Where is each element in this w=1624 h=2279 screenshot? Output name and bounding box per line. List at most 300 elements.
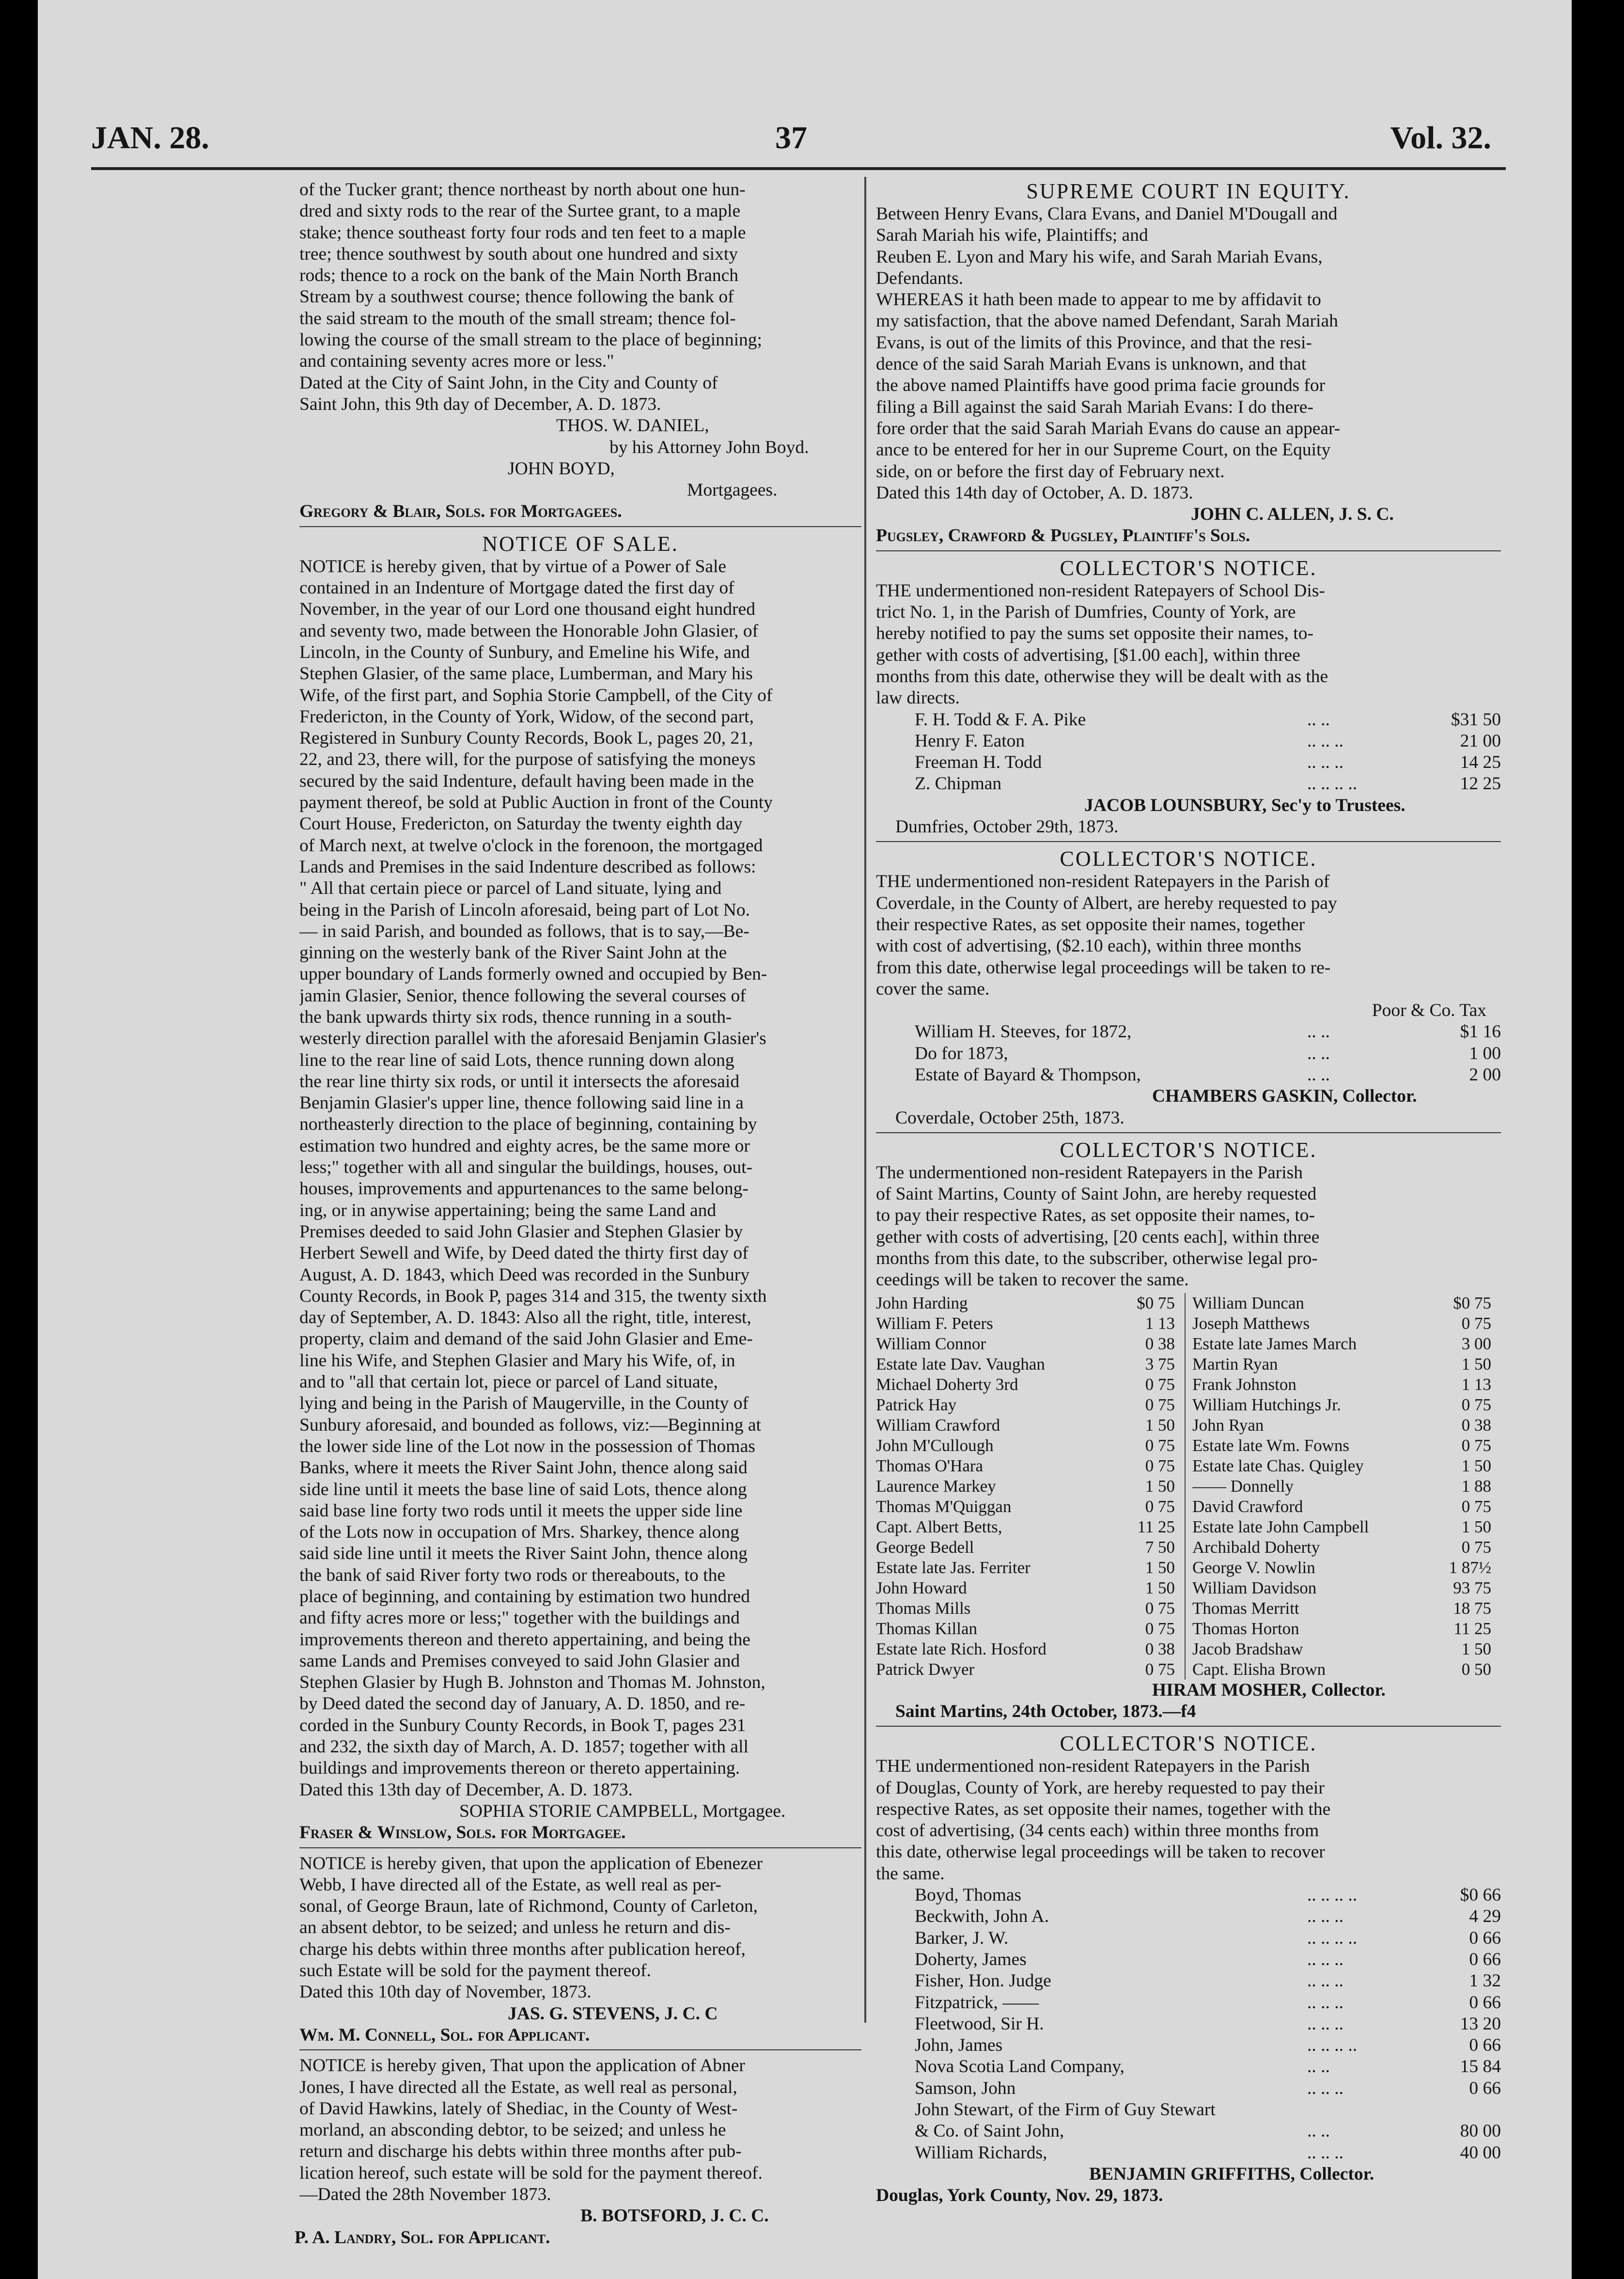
text-line: the bank upwards thirty six rods, thence running in a south- (299, 1007, 732, 1027)
ratepayer-name: John Ryan (1192, 1415, 1264, 1435)
text-line: ceedings will be taken to recover the same. (876, 1270, 1189, 1290)
ratepayer-name: Beckwith, John A. (915, 1906, 1049, 1927)
text-line: months from this date, otherwise they will be dealt with as the (876, 666, 1328, 687)
text-line: their respective Rates, as set opposite their names, together (876, 914, 1305, 935)
text-line: payment thereof, be sold at Public Auction in front of the County (299, 793, 773, 813)
text-line: —Dated the 28th November 1873. (299, 2185, 551, 2205)
leader-dots: .. .. (1307, 2121, 1330, 2141)
text-line: of the Tucker grant; thence northeast by north about one hun- (299, 180, 746, 200)
text-line: dence of the said Sarah Mariah Evans is unknown, and that (876, 354, 1307, 375)
grant-signature-2: JOHN BOYD, (508, 458, 615, 479)
rate-amount: 0 66 (1469, 2078, 1501, 2098)
text-line: rods; thence to a rock on the bank of the Main North Branch (299, 265, 738, 286)
collector-notice-saint-martins (876, 1138, 1501, 1722)
ratepayer-name: Nova Scotia Land Company, (915, 2057, 1124, 2077)
rate-amount: 1 87½ (1449, 1558, 1491, 1577)
jones-solicitor: P. A. Landry, Sol. for Applicant. (295, 2227, 550, 2248)
text-line: and seventy two, made between the Honorable John Glasier, of (299, 621, 759, 641)
text-line: improvements thereon and thereto appertaining, and being the (299, 1629, 750, 1650)
equity-solicitors: Pugsley, Crawford & Pugsley, Plaintiff's Sols. (876, 526, 1250, 546)
leader-dots: .. .. .. .. (1307, 1885, 1358, 1905)
divider (876, 1726, 1501, 1727)
text-line: such Estate will be sold for the payment thereof. (299, 1961, 651, 1981)
text-line: — in said Parish, and bounded as follows, that is to say,—Be- (299, 921, 750, 941)
text-line: by Deed dated the second day of January, A. D. 1850, and re- (299, 1694, 746, 1714)
text-line: lication hereof, such estate will be sold for the payment thereof. (299, 2163, 763, 2183)
rate-amount: 80 00 (1460, 2121, 1501, 2141)
rate-row (876, 1517, 1185, 1537)
rate-row (876, 1313, 1185, 1334)
collector-notice-douglas (876, 1732, 1501, 2206)
ratepayer-name: Do for 1873, (915, 1043, 1008, 1063)
rate-row (1192, 1415, 1501, 1436)
text-line: THE undermentioned non-resident Ratepayers of School Dis- (876, 580, 1325, 601)
text-line: of Saint Martins, County of Saint John, are hereby requested (876, 1184, 1317, 1204)
rate-amount: 0 75 (1145, 1456, 1175, 1475)
ratepayer-name: Estate late John Campbell (1192, 1517, 1369, 1536)
rate-row (876, 2142, 1501, 2164)
rate-row (876, 1992, 1501, 2014)
leader-dots: .. .. .. (1307, 2142, 1343, 2163)
text-line: said base line forty two rods until it meets the upper side line (299, 1500, 743, 1521)
text-line: THE undermentioned non-resident Ratepayers in the Parish (876, 1756, 1310, 1777)
ratepayer-name: Estate late James March (1192, 1334, 1357, 1353)
ratepayer-name: Estate late Chas. Quigley (1192, 1456, 1364, 1475)
sale-solicitors: Fraser & Winslow, Sols. for Mortgagee. (299, 1823, 626, 1843)
text-line: The undermentioned non-resident Ratepayers in the Parish (876, 1162, 1303, 1183)
collector-notice-title: COLLECTOR'S NOTICE. (1060, 1138, 1317, 1162)
leader-dots: .. .. (1307, 709, 1330, 730)
rate-row (876, 1436, 1185, 1456)
leader-dots: .. .. (1307, 1022, 1330, 1042)
rate-amount: 0 75 (1145, 1598, 1175, 1618)
grant-signature: THOS. W. DANIEL, (556, 416, 709, 436)
text-line: Lands and Premises in the said Indenture described as follows: (299, 857, 756, 877)
text-line: Dated this 14th day of October, A. D. 1873. (876, 483, 1193, 503)
collector-notice-title: COLLECTOR'S NOTICE. (1060, 1732, 1317, 1756)
text-line: months from this date, to the subscriber, otherwise legal pro- (876, 1249, 1318, 1269)
grant-mortgagees: Mortgagees. (687, 480, 778, 500)
rate-row (1192, 1659, 1501, 1680)
equity-signature: JOHN C. ALLEN, J. S. C. (1191, 504, 1394, 525)
text-line: of Douglas, County of York, are hereby requested to pay their (876, 1778, 1325, 1798)
rate-amount: 1 00 (1469, 1043, 1501, 1063)
webb-signature: JAS. G. STEVENS, J. C. C (508, 2003, 718, 2024)
text-line: law directs. (876, 688, 960, 708)
rate-amount: 15 84 (1460, 2057, 1501, 2077)
leader-dots (1307, 2099, 1433, 2121)
issue-date: JAN. 28. (91, 120, 209, 156)
rate-table (876, 1021, 1501, 1086)
rate-row (876, 1598, 1185, 1619)
rate-amount: 1 50 (1461, 1517, 1491, 1536)
text-line: ance to be entered for her in our Supreme Court, on the Equity (876, 440, 1331, 460)
text-line: the rear line thirty six rods, or until it intersects the aforesaid (299, 1071, 740, 1092)
collector-date: Saint Martins, 24th October, 1873.—f4 (895, 1701, 1196, 1721)
rate-amount: 0 75 (1145, 1659, 1175, 1679)
text-line: property, claim and demand of the said John Glasier and Eme- (299, 1329, 753, 1349)
rate-row (1192, 1476, 1501, 1497)
rate-amount: 1 50 (1461, 1456, 1491, 1475)
rate-row (876, 1354, 1185, 1374)
rate-row (876, 2099, 1501, 2121)
rate-row (876, 1497, 1185, 1517)
ratepayer-name: F. H. Todd & F. A. Pike (915, 709, 1086, 730)
text-line: Herbert Sewell and Wife, by Deed dated the thirty first day of (299, 1243, 749, 1264)
text-line: Dated this 10th day of November, 1873. (299, 1982, 592, 2002)
leader-dots: .. .. .. (1307, 1971, 1343, 1991)
rate-amount: 12 25 (1460, 774, 1501, 794)
rate-row (876, 1970, 1501, 1992)
equity-title: SUPREME COURT IN EQUITY. (1026, 179, 1351, 203)
ratepayer-name: Barker, J. W. (915, 1928, 1009, 1948)
rate-amount: 0 75 (1461, 1537, 1491, 1557)
rate-row (876, 1334, 1185, 1354)
leader-dots: .. .. .. (1307, 731, 1343, 751)
equity-notice-text (876, 203, 1501, 504)
rate-row (1192, 1293, 1501, 1313)
rate-row (876, 2014, 1501, 2035)
ratepayer-name: Freeman H. Todd (915, 752, 1042, 773)
rate-table-left (876, 1293, 1186, 1680)
ratepayer-name: Boyd, Thomas (915, 1885, 1022, 1905)
ratepayer-name: William H. Steeves, for 1872, (915, 1022, 1132, 1042)
rate-amount: 0 66 (1469, 1928, 1501, 1948)
leader-dots: .. .. .. (1307, 2014, 1343, 2034)
ratepayer-name: William Crawford (876, 1415, 1000, 1435)
text-line: day of September, A. D. 1843: Also all the right, title, interest, (299, 1308, 751, 1328)
text-line: ginning on the westerly bank of the River Saint John at the (299, 943, 727, 963)
rate-row (876, 1293, 1185, 1313)
rate-amount: $0 75 (1137, 1293, 1175, 1312)
rate-amount: 93 75 (1453, 1578, 1491, 1597)
collector-notice-text (876, 580, 1501, 709)
text-line: the above named Plaintiffs have good prima facie grounds for (876, 375, 1326, 396)
rate-table (876, 1885, 1501, 2164)
rate-row (876, 1043, 1501, 1064)
rate-amount: 1 50 (1145, 1415, 1175, 1435)
ratepayer-name: Patrick Dwyer (876, 1659, 975, 1679)
rate-amount: 0 66 (1469, 1992, 1501, 2013)
ratepayer-name: Joseph Matthews (1192, 1313, 1310, 1333)
text-line: cover the same. (876, 979, 990, 999)
rate-amount: 0 38 (1145, 1639, 1175, 1658)
rate-row (876, 1659, 1185, 1680)
ratepayer-name: & Co. of Saint John, (915, 2121, 1064, 2141)
text-line: to pay their respective Rates, as set opposite their names, to- (876, 1205, 1315, 1226)
rate-amount: 0 66 (1469, 2035, 1501, 2056)
rate-amount: 7 50 (1145, 1537, 1175, 1557)
text-line: of David Hawkins, lately of Shediac, in the County of West- (299, 2098, 738, 2119)
rate-amount: 2 00 (1469, 1064, 1501, 1085)
text-line: Fredericton, in the County of York, Widow, of the second part, (299, 706, 754, 727)
notice-of-sale (299, 532, 861, 1844)
rate-row (876, 1374, 1185, 1395)
rate-row (876, 1906, 1501, 1927)
text-line: lying and being in the Parish of Maugerville, in the County of (299, 1393, 749, 1414)
text-line: of March next, at twelve o'clock in the forenoon, the mortgaged (299, 835, 763, 856)
ratepayer-name: Thomas M'Quiggan (876, 1497, 1012, 1516)
leader-dots: .. .. .. .. (1307, 1928, 1358, 1948)
ratepayer-name: Fitzpatrick, —— (915, 1992, 1039, 2013)
text-line: northeasterly direction to the place of beginning, containing by (299, 1114, 757, 1135)
text-line: and containing seventy acres more or less." (299, 351, 614, 372)
text-line: August, A. D. 1843, which Deed was recorded in the Sunbury (299, 1264, 750, 1285)
collector-signature: CHAMBERS GASKIN, Collector. (1152, 1086, 1417, 1107)
rate-row (876, 1064, 1501, 1086)
ratepayer-name: Archibald Doherty (1192, 1537, 1320, 1557)
leader-dots: .. .. (1307, 1064, 1330, 1085)
text-line: Premises deeded to said John Glasier and Stephen Glasier by (299, 1221, 743, 1242)
rate-table-right (1186, 1293, 1501, 1680)
rate-row (876, 1456, 1185, 1476)
ratepayer-name: Fleetwood, Sir H. (915, 2014, 1044, 2034)
ratepayer-name: Thomas Horton (1192, 1619, 1299, 1638)
webb-solicitor: Wm. M. Connell, Sol. for Applicant. (299, 2025, 590, 2045)
rate-amount: 11 25 (1137, 1517, 1175, 1536)
ratepayer-name: George V. Nowlin (1192, 1558, 1315, 1577)
rate-amount: 1 50 (1461, 1639, 1491, 1658)
ratepayer-name: Martin Ryan (1192, 1354, 1278, 1374)
collector-date: Douglas, York County, Nov. 29, 1873. (876, 2185, 1163, 2206)
text-line: Reuben E. Lyon and Mary his wife, and Sarah Mariah Evans, (876, 247, 1323, 267)
text-line: 22, and 23, there will, for the purpose of satisfying the moneys (299, 749, 756, 770)
leader-dots: .. .. (1307, 2057, 1330, 2077)
text-line: estimation two hundred and eighty acres, be the same more or (299, 1136, 750, 1156)
collector-signature: BENJAMIN GRIFFITHS, Collector. (1089, 2164, 1374, 2184)
text-line: stake; thence southeast forty four rods and ten feet to a maple (299, 222, 746, 243)
rate-amount: $0 75 (1453, 1293, 1491, 1312)
text-line: westerly direction parallel with the aforesaid Benjamin Glasier's (299, 1029, 766, 1049)
rate-amount: 3 00 (1461, 1334, 1491, 1353)
text-line: dred and sixty rods to the rear of the Surtee grant, to a maple (299, 201, 741, 221)
text-line: with cost of advertising, ($2.10 each), within three months (876, 936, 1301, 956)
text-line: Stephen Glasier by Hugh B. Johnston and Thomas M. Johnston, (299, 1672, 765, 1693)
ratepayer-name: Frank Johnston (1192, 1374, 1296, 1394)
divider (876, 841, 1501, 842)
divider (876, 550, 1501, 551)
rate-amount: 40 00 (1460, 2142, 1501, 2163)
text-line: this date, otherwise legal proceedings will be taken to recover (876, 1842, 1325, 1862)
ratepayer-name: David Crawford (1192, 1497, 1303, 1516)
rate-row (876, 1415, 1185, 1436)
rate-column-header: Poor & Co. Tax (1372, 1000, 1486, 1021)
ratepayer-name: William Hutchings Jr. (1192, 1395, 1341, 1414)
rate-row (1192, 1619, 1501, 1639)
text-line: line his Wife, and Stephen Glasier and Mary his Wife, of, in (299, 1350, 735, 1371)
text-line: respective Rates, as set opposite their names, together with the (876, 1799, 1331, 1819)
rate-amount: 18 75 (1453, 1598, 1491, 1618)
rate-row (876, 1639, 1185, 1659)
ratepayer-name: Estate of Bayard & Thompson, (915, 1064, 1141, 1085)
rate-amount: 1 13 (1461, 1374, 1491, 1394)
rate-amount: 0 50 (1461, 1659, 1491, 1679)
rate-amount: 0 38 (1145, 1334, 1175, 1353)
divider (299, 2049, 861, 2050)
leader-dots: .. .. .. (1307, 1949, 1343, 1969)
text-line: Stream by a southwest course; thence following the bank of (299, 287, 734, 307)
text-line: Registered in Sunbury County Records, Book L, pages 20, 21, (299, 728, 753, 749)
rate-amount: 0 75 (1461, 1395, 1491, 1414)
collector-notice-title: COLLECTOR'S NOTICE. (1060, 556, 1317, 580)
rate-row (1192, 1436, 1501, 1456)
ratepayer-name: John Stewart, of the Firm of Guy Stewart (915, 2100, 1216, 2120)
rate-row (1192, 1639, 1501, 1659)
grant-solicitors: Gregory & Blair, Sols. for Mortgagees. (299, 501, 622, 522)
rate-row (876, 1021, 1501, 1043)
rate-amount: 0 66 (1469, 1949, 1501, 1969)
rate-row (876, 752, 1501, 773)
ratepayer-name: John Harding (876, 1293, 968, 1312)
ratepayer-name: Thomas Merritt (1192, 1598, 1299, 1618)
text-line: November, in the year of our Lord one thousand eight hundred (299, 599, 755, 620)
left-column (295, 179, 861, 2248)
text-line: Benjamin Glasier's upper line, thence following said line in a (299, 1093, 744, 1113)
rate-table-two-column (876, 1293, 1501, 1680)
ratepayer-name: Samson, John (915, 2078, 1016, 2098)
rate-amount: 0 75 (1461, 1436, 1491, 1455)
text-line: Saint John, this 9th day of December, A. D. 1873. (299, 394, 661, 414)
leader-dots: .. .. .. (1307, 2078, 1343, 2098)
text-line: being in the Parish of Lincoln aforesaid, being part of Lot No. (299, 900, 750, 920)
text-line: the lower side line of the Lot now in the possession of Thomas (299, 1436, 755, 1456)
text-line: upper boundary of Lands formerly owned and occupied by Ben- (299, 964, 767, 984)
collector-notice-text (876, 1756, 1501, 1885)
page-header (91, 116, 1491, 170)
collector-signature: JACOB LOUNSBURY, Sec'y to Trustees. (1084, 795, 1405, 815)
equity-notice (876, 179, 1501, 547)
ratepayer-name: Thomas Killan (876, 1619, 977, 1638)
rate-row (876, 1476, 1185, 1497)
newspaper-page (38, 0, 1572, 2279)
ratepayer-name: Estate late Dav. Vaughan (876, 1354, 1045, 1374)
ratepayer-name: Fisher, Hon. Judge (915, 1971, 1051, 1991)
ratepayer-name: William Duncan (1192, 1293, 1304, 1312)
rate-amount: $31 50 (1451, 709, 1501, 730)
text-line: ing, or in anywise appertaining; being the same Land and (299, 1200, 717, 1220)
text-line: place of beginning, and containing by estimation two hundred (299, 1587, 750, 1607)
ratepayer-name: Thomas O'Hara (876, 1456, 984, 1475)
ratepayer-name: Estate late Wm. Fowns (1192, 1436, 1350, 1455)
rate-row (876, 1928, 1501, 1949)
right-column (876, 179, 1501, 2206)
rate-row (876, 1537, 1185, 1558)
text-line: morland, an absconding debtor, to be seized; and unless he (299, 2120, 726, 2140)
rate-amount: 11 25 (1453, 1619, 1491, 1638)
text-line: tree; thence southwest by south about one hundred and sixty (299, 244, 738, 264)
rate-row (876, 731, 1501, 752)
rate-amount: 1 88 (1461, 1476, 1491, 1496)
grant-notice (299, 179, 861, 523)
text-line: said side line until it meets the River Saint John, thence along (299, 1544, 748, 1564)
text-line: WHEREAS it hath been made to appear to me by affidavit to (876, 290, 1321, 310)
text-line: Banks, where it meets the River Saint John, thence along said (299, 1458, 748, 1478)
text-line: gether with costs of advertising, [$1.00 each], within three (876, 645, 1300, 665)
collector-date: Coverdale, October 25th, 1873. (895, 1108, 1124, 1128)
text-line: an absent debtor, to be seized; and unless he return and dis- (299, 1918, 731, 1938)
text-line: Court House, Fredericton, on Saturday the twenty eighth day (299, 814, 743, 834)
text-line: NOTICE is hereby given, That upon the application of Abner (299, 2056, 745, 2076)
ratepayer-name: Thomas Mills (876, 1598, 971, 1618)
leader-dots: .. .. .. (1307, 1906, 1343, 1927)
leader-dots: .. .. .. (1307, 1992, 1343, 2013)
rate-amount: $0 66 (1460, 1885, 1501, 1905)
text-line: Defendants. (876, 268, 964, 288)
text-line: Wife, of the first part, and Sophia Storie Campbell, of the City of (299, 685, 773, 705)
rate-amount: 0 38 (1461, 1415, 1491, 1435)
rate-row (876, 2035, 1501, 2056)
collector-notice-dumfries (876, 556, 1501, 838)
rate-amount: 1 50 (1461, 1354, 1491, 1374)
grant-attorney: by his Attorney John Boyd. (609, 437, 809, 457)
webb-notice-text (299, 1853, 861, 2003)
text-line: lowing the course of the small stream to the place of beginning; (299, 330, 762, 350)
ratepayer-name: William Richards, (915, 2142, 1047, 2163)
rate-amount: 0 75 (1145, 1497, 1175, 1516)
ratepayer-name: Jacob Bradshaw (1192, 1639, 1303, 1658)
text-line: fore order that the said Sarah Mariah Evans do cause an appear- (876, 418, 1341, 438)
ratepayer-name: Patrick Hay (876, 1395, 957, 1414)
text-line: NOTICE is hereby given, that by virtue of a Power of Sale (299, 556, 727, 577)
rate-amount: 1 50 (1145, 1578, 1175, 1597)
rate-amount: 0 75 (1461, 1313, 1491, 1333)
rate-row (1192, 1313, 1501, 1334)
ratepayer-name: Doherty, James (915, 1949, 1027, 1969)
text-line: from this date, otherwise legal proceedings will be taken to re- (876, 957, 1331, 978)
ratepayer-name: Laurence Markey (876, 1476, 996, 1496)
ratepayer-name: William Davidson (1192, 1578, 1317, 1597)
collector-notice-coverdale (876, 847, 1501, 1129)
rate-amount: 0 75 (1461, 1497, 1491, 1516)
rate-amount: $1 16 (1460, 1022, 1501, 1042)
rate-row (876, 2078, 1501, 2099)
webb-notice (299, 1853, 861, 2046)
notice-of-sale-title: NOTICE OF SALE. (482, 531, 679, 556)
text-line: and to "all that certain lot, piece or parcel of Land situate, (299, 1372, 718, 1392)
jones-notice (295, 2055, 861, 2248)
text-line: Dated this 13th day of December, A. D. 1873. (299, 1779, 633, 1800)
ratepayer-name: William Connor (876, 1334, 986, 1353)
ratepayer-name: John Howard (876, 1578, 967, 1597)
text-line: THE undermentioned non-resident Ratepayers in the Parish of (876, 872, 1330, 892)
rate-row (1192, 1456, 1501, 1476)
rate-amount: 0 75 (1145, 1395, 1175, 1414)
text-line: Stephen Glasier, of the same place, Lumberman, and Mary his (299, 664, 753, 684)
volume-number: Vol. 32. (1390, 120, 1491, 156)
text-line: filing a Bill against the said Sarah Mariah Evans: I do there- (876, 397, 1313, 417)
text-line: Lincoln, in the County of Sunbury, and Emeline his Wife, and (299, 642, 750, 662)
text-line: contained in an Indenture of Mortgage dated the first day of (299, 578, 734, 598)
text-line: County Records, in Book P, pages 314 and 315, the twenty sixth (299, 1286, 767, 1306)
ratepayer-name: Estate late Rich. Hosford (876, 1639, 1046, 1658)
rate-row (1192, 1395, 1501, 1415)
ratepayer-name: —— Donnelly (1192, 1476, 1294, 1496)
text-line: same Lands and Premises conveyed to said John Glasier and (299, 1651, 740, 1671)
column-rule (864, 177, 866, 2023)
leader-dots: .. .. .. .. (1307, 2035, 1358, 2056)
ratepayer-name: Capt. Elisha Brown (1192, 1659, 1326, 1679)
leader-dots: .. .. .. .. (1307, 774, 1358, 794)
rate-amount: 0 75 (1145, 1619, 1175, 1638)
rate-amount: 1 32 (1469, 1971, 1501, 1991)
text-line: Evans, is out of the limits of this Province, and that the resi- (876, 332, 1312, 353)
text-line: the said stream to the mouth of the small stream; thence fol- (299, 308, 736, 328)
rate-row (1192, 1354, 1501, 1374)
rate-amount: 13 20 (1460, 2014, 1501, 2034)
text-line: my satisfaction, that the above named Defendant, Sarah Mariah (876, 311, 1338, 331)
text-line: and fifty acres more or less;" together with the buildings and (299, 1608, 740, 1628)
text-line: Between Henry Evans, Clara Evans, and Daniel M'Dougall and (876, 204, 1338, 224)
